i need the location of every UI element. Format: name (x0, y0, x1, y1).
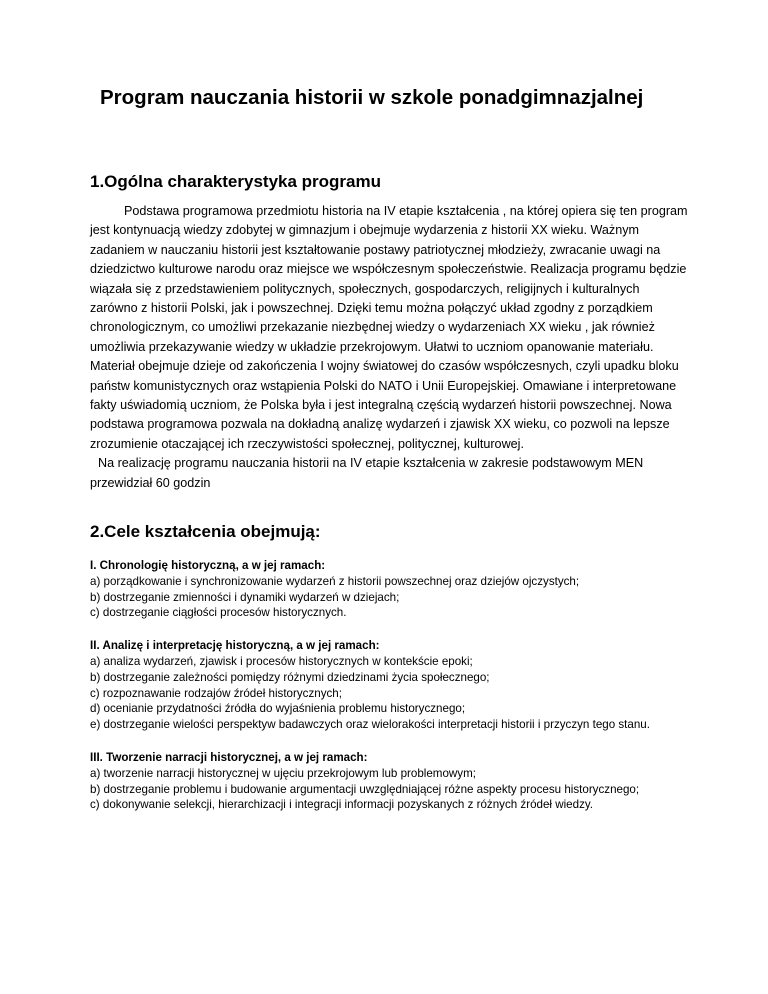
goal-item: c) dostrzeganie ciągłości procesów historycznych. (90, 606, 347, 620)
goal-item: a) porządkowanie i synchronizowanie wydarzeń z historii powszechnej oraz dziejów ojczystych; (90, 574, 580, 588)
goal-group-title: II. Analizę i interpretację historyczną, a w jej ramach: (90, 639, 380, 653)
paragraph-3: Na realizację programu nauczania historii na IV etapie kształcenia w zakresie podstawowym MEN przewidział 60 godzin (90, 456, 644, 490)
goal-item: b) dostrzeganie zależności pomiędzy różnymi dziedzinami życia społecznego; (90, 670, 490, 684)
goal-item: a) tworzenie narracji historycznej w ujęciu przekrojowym lub problemowym; (90, 766, 476, 780)
goal-item: c) dokonywanie selekcji, hierarchizacji i integracji informacji pozyskanych z różnych źródeł wiedzy. (90, 798, 594, 812)
goal-item: e) dostrzeganie wielości perspektyw badawczych oraz wielorakości interpretacji historii i przyczyn tego stanu. (90, 718, 650, 732)
goal-group-title: III. Tworzenie narracji historycznej, a w jej ramach: (90, 750, 368, 764)
document-title: Program nauczania historii w szkole ponadgimnazjalnej (100, 86, 644, 109)
goal-item: a) analiza wydarzeń, zjawisk i procesów historycznych w kontekście epoki; (90, 654, 473, 668)
goals-list (90, 558, 694, 830)
goal-group-narration (90, 750, 694, 813)
section-1-heading: 1.Ogólna charakterystyka programu (90, 172, 382, 191)
paragraph-2: Materiał obejmuje dzieje od zakończenia I wojny światowej do czasów współczesnych, czyli upadku bloku państw komunistycznych oraz wstąpienia Polski do NATO i Unii Europejskiej. Omawiane i interpretowane fakty uświadomią uczniom, że Polska była i jest integralną częścią wydarzeń historii powszechnej. Nowa podstawa programowa pozwala na dokładną analizę wydarzeń i zjawisk XX wieku, co pozwoli na lepsze zrozumienie otaczającej ich rzeczywistości społecznej, politycznej, kulturowej. (90, 359, 679, 451)
section-1-body (90, 202, 690, 493)
paragraph-1: Podstawa programowa przedmiotu historia na IV etapie kształcenia , na której opiera się ten program jest kontynuacją wiedzy zdobytej w gimnazjum i obejmuje wydarzenia z historii XX wieku. Ważnym zadaniem w nauczaniu historii jest kształtowanie postawy patriotycznej młodzieży, zwracanie uwagi na dziedzictwo kulturowe narodu oraz miejsce we współczesnym społeczeństwie. Realizacja programu będzie wiązała się z przedstawieniem politycznych, społecznych, gospodarczych, religijnych i kulturalnych zarówno z historii Polski, jak i powszechnej. Dzięki temu można połączyć układ zgodny z porządkiem chronologicznym, co umożliwi przekazanie niezbędnej wiedzy o wydarzeniach XX wieku , jak również umożliwia przekazywanie wiedzy w układzie przekrojowym. Ułatwi to uczniom opanowanie materiału. (90, 204, 688, 354)
goal-group-title: I. Chronologię historyczną, a w jej ramach: (90, 559, 326, 572)
section-2-heading: 2.Cele kształcenia obejmują: (90, 522, 321, 541)
goal-item: b) dostrzeganie zmienności i dynamiki wydarzeń w dziejach; (90, 590, 400, 604)
goal-group-analysis (90, 638, 694, 733)
goal-item: b) dostrzeganie problemu i budowanie argumentacji uwzględniającej różne aspekty procesu historycznego; (90, 782, 640, 796)
goal-group-chronology (90, 558, 694, 621)
goal-item: c) rozpoznawanie rodzajów źródeł historycznych; (90, 686, 342, 700)
goal-item: d) ocenianie przydatności źródła do wyjaśnienia problemu historycznego; (90, 702, 466, 716)
